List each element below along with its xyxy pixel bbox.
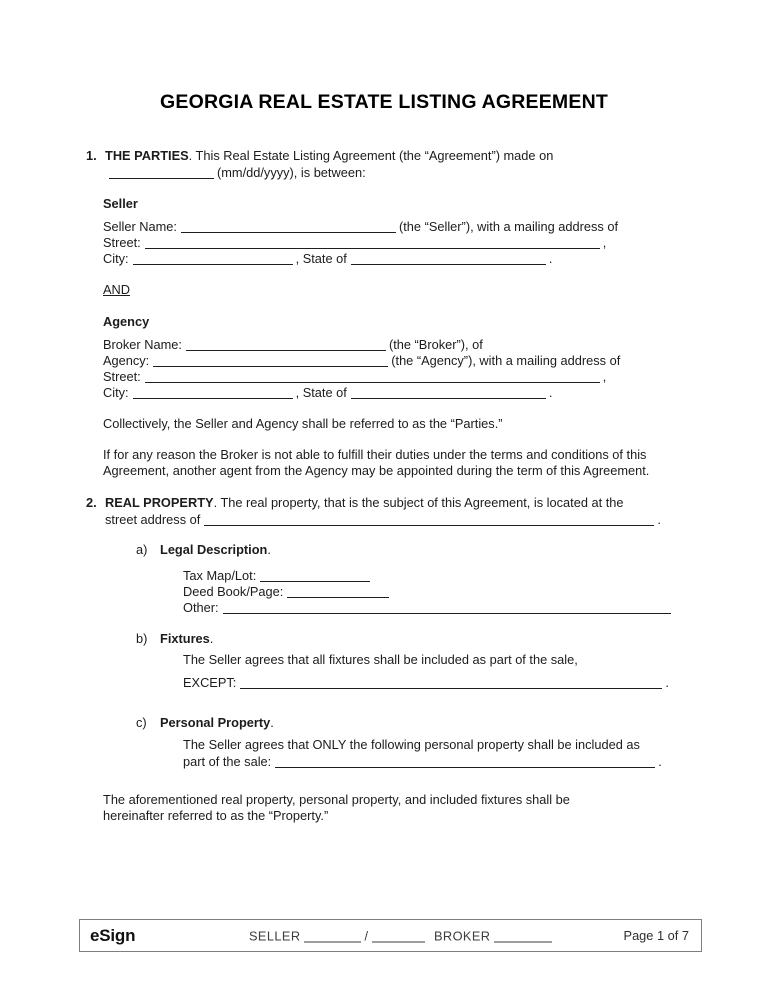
seller-city-suffix: . [548, 251, 553, 266]
seller-state-blank[interactable] [351, 252, 546, 265]
deed-book-page-line [183, 583, 681, 599]
agency-state-blank[interactable] [351, 386, 546, 399]
agency-name-line [103, 352, 681, 368]
seller-state-of: , State of [295, 251, 347, 266]
fixtures-text-line: The Seller agrees that all fixtures shall be included as part of the sale, [183, 652, 578, 667]
section-1-number: 1. [86, 148, 97, 163]
except-suffix: . [665, 675, 669, 690]
agreement-date-line [105, 164, 683, 180]
and-separator: AND [103, 282, 131, 297]
section-2-number: 2. [86, 495, 97, 510]
subsection-c-heading-line: Personal Property. [160, 715, 274, 730]
agreement-date-suffix: (mm/dd/yyyy), is between: [217, 165, 366, 180]
section-2-heading: REAL PROPERTY [105, 495, 214, 510]
subsection-b-heading: Fixtures [160, 631, 210, 646]
property-address-blank[interactable] [204, 513, 654, 526]
seller-city-line [103, 250, 681, 266]
except-label: EXCEPT: [183, 675, 237, 690]
agency-street-blank[interactable] [145, 370, 600, 383]
esign-logo: eSign [90, 925, 136, 945]
deed-book-page-label: Deed Book/Page: [183, 584, 284, 599]
footer-slash: / [364, 928, 369, 943]
agency-street-label: Street: [103, 369, 141, 384]
section-1-body [105, 148, 683, 180]
seller-city-blank[interactable] [133, 252, 293, 265]
footer-seller-label: SELLER [249, 928, 301, 943]
seller-street-line [103, 234, 681, 250]
subsection-a-heading-line: Legal Description. [160, 542, 271, 557]
page-title: GEORGIA REAL ESTATE LISTING AGREEMENT [160, 91, 608, 113]
agency-state-of: , State of [295, 385, 347, 400]
footer-broker-label: BROKER [434, 928, 491, 943]
footer-bar [79, 919, 702, 952]
seller-name-suffix: (the “Seller”), with a mailing address of [398, 219, 619, 234]
seller-name-line [103, 218, 681, 234]
seller-heading: Seller [103, 196, 138, 211]
section-1-heading: THE PARTIES [105, 148, 189, 163]
personal-property-line-2 [183, 753, 681, 769]
personal-property-blank[interactable] [275, 755, 655, 768]
footer-seller-initial-blank-1[interactable] [304, 929, 361, 942]
agreement-date-blank[interactable] [109, 166, 214, 179]
personal-property-line-1: The Seller agrees that ONLY the following personal property shall be included as [183, 737, 640, 752]
broker-name-suffix: (the “Broker”), of [388, 337, 483, 352]
personal-property-block [183, 737, 681, 769]
footer-seller-initials [249, 927, 428, 944]
property-address-suffix: . [657, 512, 661, 527]
agency-street-suffix: , [602, 369, 607, 384]
seller-name-label: Seller Name: [103, 219, 177, 234]
broker-fallback-paragraph: If for any reason the Broker is not able to fulfill their duties under the terms and conditions of this Agreement, another agent from the Agency may be appointed during the term of this Agreement. [103, 447, 650, 478]
deed-book-page-blank[interactable] [287, 585, 389, 598]
property-address-label: street address of [105, 512, 201, 527]
tax-map-lot-blank[interactable] [260, 569, 370, 582]
seller-street-blank[interactable] [145, 236, 600, 249]
seller-street-suffix: , [602, 235, 607, 250]
footer-broker-initial-blank[interactable] [494, 929, 552, 942]
tax-map-lot-line [183, 567, 681, 583]
section-2-intro-line [105, 495, 683, 511]
fixtures-except-line [183, 674, 681, 690]
footer-seller-initial-blank-2[interactable] [372, 929, 425, 942]
section-2-real-property [86, 495, 686, 527]
section-2-intro-text: . The real property, that is the subject of this Agreement, is located at the [213, 495, 624, 510]
property-address-line [105, 511, 683, 527]
subsection-b-letter: b) [136, 631, 148, 646]
section-1-parties [86, 148, 686, 180]
other-label: Other: [183, 600, 219, 615]
section-1-intro-text: . This Real Estate Listing Agreement (the “Agreement”) made on [188, 148, 554, 163]
legal-description-block [183, 567, 681, 615]
other-line [183, 599, 681, 615]
subsection-a-legal-description [136, 542, 681, 558]
property-definition-paragraph: The aforementioned real property, personal property, and included fixtures shall be hereinafter referred to as the “Property.” [103, 792, 570, 823]
seller-street-label: Street: [103, 235, 141, 250]
personal-property-suffix: . [658, 754, 662, 769]
agency-name-blank[interactable] [153, 354, 388, 367]
subsection-c-heading: Personal Property [160, 715, 271, 730]
agency-city-label: City: [103, 385, 129, 400]
agency-city-blank[interactable] [133, 386, 293, 399]
other-blank[interactable] [223, 601, 671, 614]
footer-broker-initials [434, 927, 555, 944]
subsection-b-fixtures [136, 631, 681, 647]
agency-heading: Agency [103, 314, 150, 329]
collectively-paragraph: Collectively, the Seller and Agency shall be referred to as the “Parties.” [103, 416, 503, 431]
broker-name-line [103, 336, 681, 352]
broker-name-blank[interactable] [186, 338, 386, 351]
agency-name-suffix: (the “Agency”), with a mailing address of [391, 353, 621, 368]
seller-block [103, 218, 681, 266]
subsection-c-letter: c) [136, 715, 147, 730]
subsection-a-letter: a) [136, 542, 148, 557]
section-1-intro-line [105, 148, 683, 164]
agency-street-line [103, 368, 681, 384]
section-2-body [105, 495, 683, 527]
tax-map-lot-label: Tax Map/Lot: [183, 568, 257, 583]
subsection-a-heading: Legal Description [160, 542, 268, 557]
seller-name-blank[interactable] [181, 220, 396, 233]
subsection-c-personal-property [136, 715, 681, 731]
agency-city-line [103, 384, 681, 400]
page-indicator: Page 1 of 7 [623, 927, 689, 943]
seller-city-label: City: [103, 251, 129, 266]
subsection-b-heading-line: Fixtures. [160, 631, 214, 646]
agency-city-suffix: . [548, 385, 553, 400]
broker-name-label: Broker Name: [103, 337, 182, 352]
agency-block [103, 336, 681, 400]
fixtures-except-blank[interactable] [240, 676, 662, 689]
agency-name-label: Agency: [103, 353, 150, 368]
part-of-sale-label: part of the sale: [183, 754, 272, 769]
